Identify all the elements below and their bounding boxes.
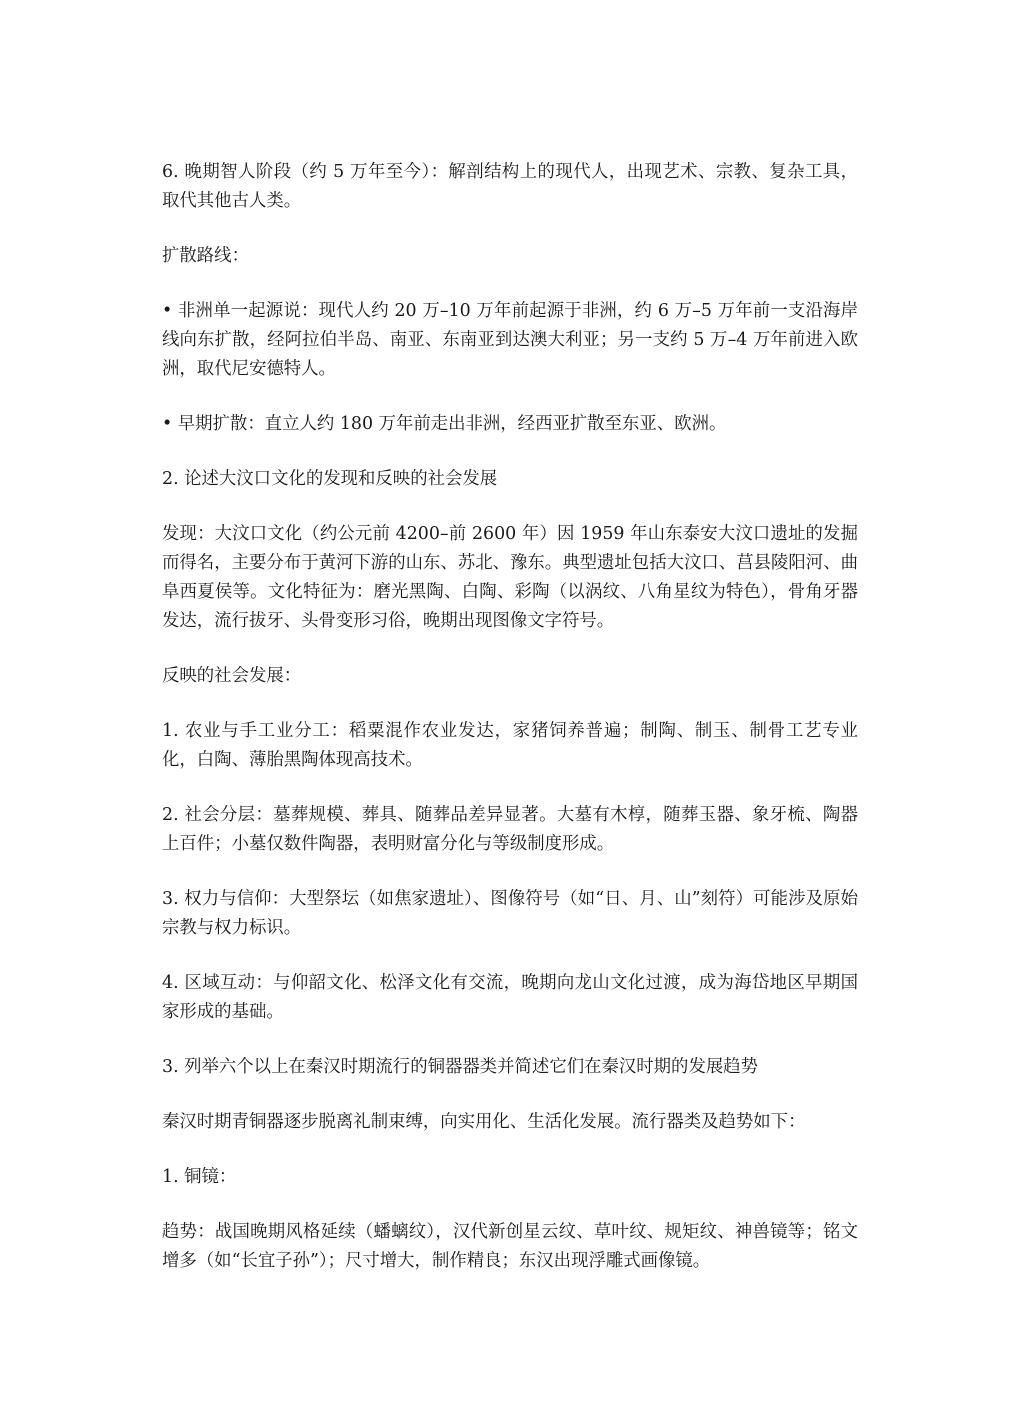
paragraph-out-of-africa: • 非洲单一起源说：现代人约 20 万–10 万年前起源于非洲，约 6 万–5 万年前一支沿海岸线向东扩散，经阿拉伯半岛、南亚、东南亚到达澳大利亚；另一支约 5 万–4 万年前进入欧洲，取代尼安德特人。 <box>162 301 859 379</box>
question-heading-dawenkou: 2. 论述大汶口文化的发现和反映的社会发展 <box>162 469 498 489</box>
paragraph-early-dispersal: • 早期扩散：直立人约 180 万年前走出非洲，经西亚扩散至东亚、欧洲。 <box>162 414 727 434</box>
paragraph-power-belief: 3. 权力与信仰：大型祭坛（如焦家遗址）、图像符号（如“日、月、山”刻符）可能涉及原始宗教与权力标识。 <box>162 889 858 938</box>
document-page <box>162 158 858 1276</box>
paragraph-bronze-overview: 秦汉时期青铜器逐步脱离礼制束缚，向实用化、生活化发展。流行器类及趋势如下： <box>162 1112 806 1132</box>
question-heading-qin-han-bronze: 3. 列举六个以上在秦汉时期流行的铜器器类并简述它们在秦汉时期的发展趋势 <box>162 1057 759 1077</box>
paragraph-dispersal-routes-heading: 扩散路线： <box>162 246 249 266</box>
paragraph-social-stratification: 2. 社会分层：墓葬规模、葬具、随葬品差异显著。大墓有木椁，随葬玉器、象牙梳、陶器上百件；小墓仅数件陶器，表明财富分化与等级制度形成。 <box>162 805 858 854</box>
paragraph-dawenkou-discovery: 发现：大汶口文化（约公元前 4200–前 2600 年）因 1959 年山东泰安大汶口遗址的发掘而得名，主要分布于黄河下游的山东、苏北、豫东。典型遗址包括大汶口、莒县陵阳河、曲阜西夏侯等。文化特征为：磨光黑陶、白陶、彩陶（以涡纹、八角星纹为特色），骨角牙器发达，流行拔牙、头骨变形习俗，晚期出现图像文字符号。 <box>162 524 858 631</box>
paragraph-social-development-heading: 反映的社会发展： <box>162 666 302 686</box>
paragraph-bronze-mirror-heading: 1. 铜镜： <box>162 1167 237 1187</box>
paragraph-bronze-mirror-trend: 趋势：战国晚期风格延续（蟠螭纹），汉代新创星云纹、草叶纹、规矩纹、神兽镜等；铭文增多（如“长宜子孙”）；尺寸增大，制作精良；东汉出现浮雕式画像镜。 <box>162 1222 858 1271</box>
paragraph-agriculture-crafts: 1. 农业与手工业分工：稻粟混作农业发达，家猪饲养普遍；制陶、制玉、制骨工艺专业化，白陶、薄胎黑陶体现高技术。 <box>162 721 858 770</box>
paragraph-late-homo-sapiens: 6. 晚期智人阶段（约 5 万年至今）：解剖结构上的现代人，出现艺术、宗教、复杂工具，取代其他古人类。 <box>162 162 858 211</box>
paragraph-regional-interaction: 4. 区域互动：与仰韶文化、松泽文化有交流，晚期向龙山文化过渡，成为海岱地区早期国家形成的基础。 <box>162 973 858 1022</box>
